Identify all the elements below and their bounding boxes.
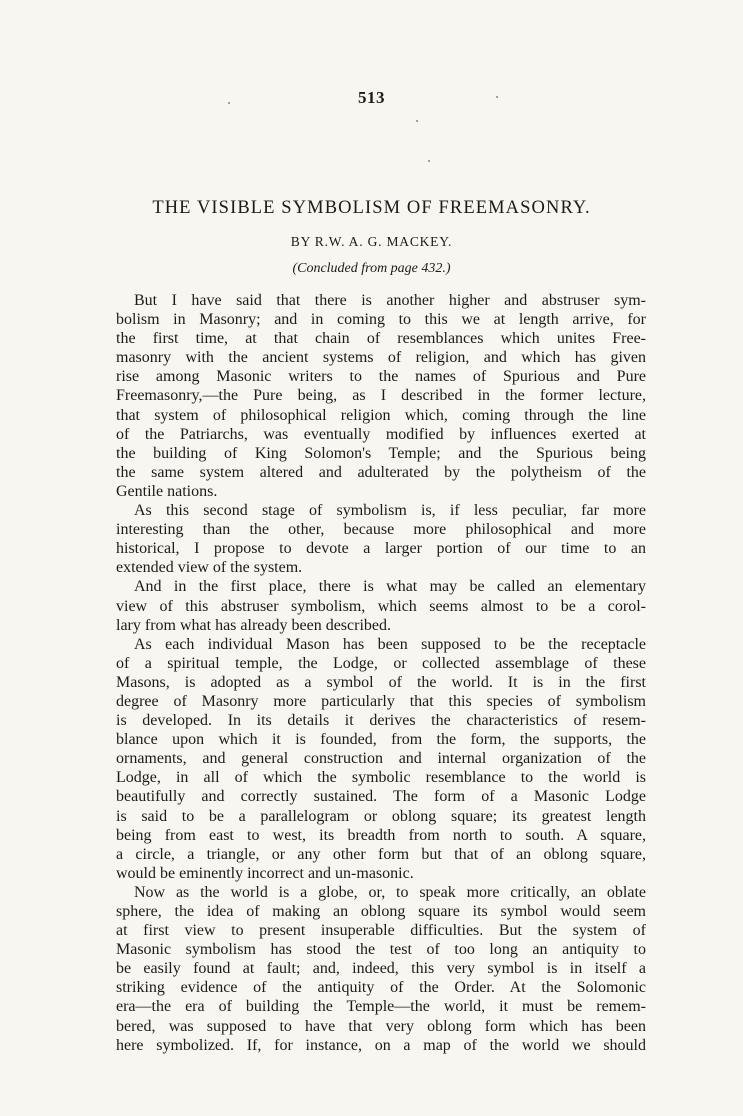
article-title: THE VISIBLE SYMBOLISM OF FREEMASONRY. <box>152 198 591 218</box>
text-line: As each individual Mason has been supposed to be the receptacle <box>134 635 646 653</box>
text-line: Now as the world is a globe, or, to speak more critically, an oblate <box>134 883 646 901</box>
text-line: sphere, the idea of making an oblong square its symbol would seem <box>116 903 646 920</box>
text-line: that system of philosophical religion which, coming through the line <box>116 406 646 424</box>
text-line: being from east to west, its breadth from north to south. A square, <box>116 826 646 844</box>
text-line: historical, I propose to devote a larger portion of our time to an <box>116 540 646 558</box>
text-line: Freemasonry,—the Pure being, as I described in the former lecture, <box>116 387 646 405</box>
text-line: blance upon which it is founded, from the form, the supports, the <box>116 731 646 749</box>
text-line: view of this abstruser symbolism, which seems almost to be a corol- <box>116 597 646 615</box>
page-number: 513 <box>358 88 385 107</box>
text-line: of the Patriarchs, was eventually modified by influences exerted at <box>116 425 646 443</box>
text-line: of a spiritual temple, the Lodge, or collected assemblage of these <box>116 654 646 672</box>
text-line: at first view to present insuperable difficulties. But the system of <box>116 922 646 940</box>
text-line: degree of Masonry more particularly that this species of symbolism <box>116 692 646 710</box>
text-line: Masons, is adopted as a symbol of the world. It is in the first <box>116 673 646 691</box>
paper-speck <box>228 102 230 104</box>
text-line: beautifully and correctly sustained. The form of a Masonic Lodge <box>116 788 646 806</box>
text-line: bolism in Masonry; and in coming to this we at length arrive, for <box>116 311 646 329</box>
text-line: would be eminently incorrect and un-masonic. <box>116 864 414 882</box>
text-line: a circle, a triangle, or any other form but that of an oblong square, <box>116 845 646 863</box>
text-line: is developed. In its details it derives the characteristics of resem- <box>116 712 646 730</box>
text-line: be easily found at fault; and, indeed, this very symbol is in itself a <box>116 960 646 978</box>
text-line: ornaments, and general construction and internal organization of the <box>116 750 646 768</box>
text-line: striking evidence of the antiquity of the Order. At the Solomonic <box>116 979 646 997</box>
text-line: bered, was supposed to have that very oblong form which has been <box>116 1017 646 1035</box>
text-line: masonry with the ancient systems of religion, and which has given <box>116 349 646 367</box>
text-line: But I have said that there is another higher and abstruser sym- <box>134 292 646 309</box>
text-line: And in the first place, there is what may be called an elementary <box>134 578 646 596</box>
text-line: interesting than the other, because more philosophical and more <box>116 521 646 539</box>
article-body <box>116 291 646 1055</box>
text-line: the building of King Solomon's Temple; and the Spurious being <box>116 444 646 462</box>
text-line: the same system altered and adulterated by the polytheism of the <box>116 463 646 481</box>
text-line: extended view of the system. <box>116 559 303 577</box>
text-line: Masonic symbolism has stood the test of too long an antiquity to <box>116 941 646 959</box>
author-byline: BY R.W. A. G. MACKEY. <box>290 234 453 249</box>
text-line: is said to be a parallelogram or oblong square; its greatest length <box>116 807 646 825</box>
text-line: Lodge, in all of which the symbolic resemblance to the world is <box>116 769 646 787</box>
text-line: rise among Masonic writers to the names of Spurious and Pure <box>116 368 646 386</box>
paper-speck <box>428 160 430 162</box>
text-line: the first time, at that chain of resemblances which unites Free- <box>116 330 646 348</box>
text-line: As this second stage of symbolism is, if less peculiar, far more <box>134 502 646 520</box>
text-line: here symbolized. If, for instance, on a map of the world we should <box>116 1036 646 1054</box>
text-line: era—the era of building the Temple—the world, it must be remem- <box>116 998 646 1016</box>
text-line: lary from what has already been described. <box>116 616 391 634</box>
paper-speck <box>496 96 498 98</box>
continuation-note: (Concluded from page 432.) <box>292 261 451 276</box>
text-line: Gentile nations. <box>116 482 218 500</box>
paper-speck <box>416 120 418 122</box>
